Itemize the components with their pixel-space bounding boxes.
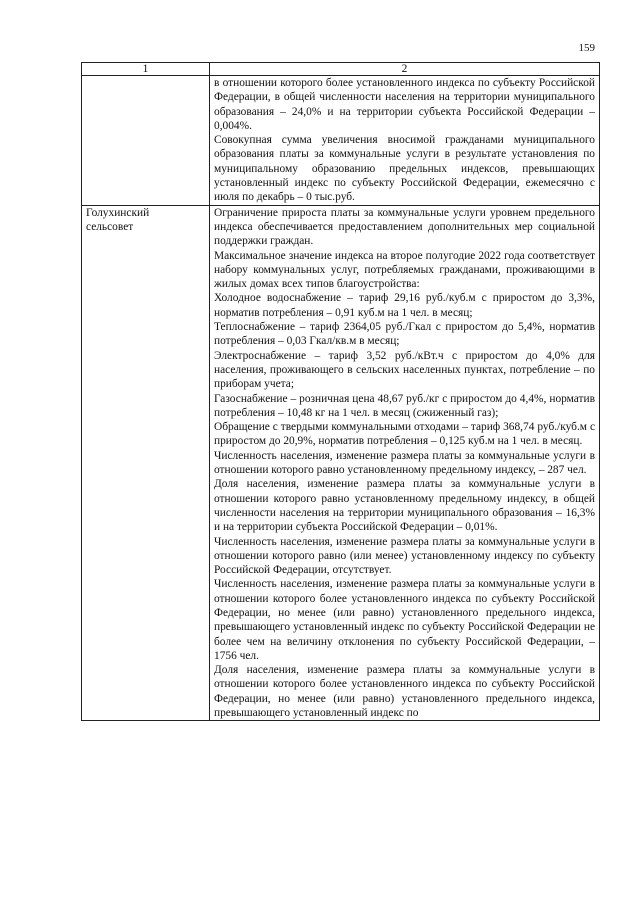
row-1-label bbox=[82, 76, 210, 206]
paragraph: Холодное водоснабжение – тариф 29,16 руб./куб.м с приростом до 3,3%, норматив потребления – 0,91 куб.м на 1 чел. в месяц; bbox=[214, 292, 595, 319]
municipality-name-line-1: Голухинский bbox=[86, 206, 150, 219]
paragraph: Обращение с твердыми коммунальными отходами – тариф 368,74 руб./куб.м с приростом до 20,9%, норматив потребления – 0,125 куб.м на 1 чел. в месяц. bbox=[214, 421, 595, 448]
paragraph: Максимальное значение индекса на второе полугодие 2022 года соответствует набору коммунальных услуг, потребляемых гражданами, проживающими в жилых домах всех типов благоустройства: bbox=[214, 249, 595, 291]
paragraph: Газоснабжение – розничная цена 48,67 руб./кг с приростом до 4,4%, норматив потребления – 10,48 кг на 1 чел. в месяц (сжиженный газ); bbox=[214, 392, 595, 419]
paragraph: Численность населения, изменение размера платы за коммунальные услуги в отношении которого равно (или менее) установленному индексу по субъекту Российской Федерации, отсутствует. bbox=[214, 535, 595, 577]
paragraph: Доля населения, изменение размера платы за коммунальные услуги в отношении которого более установленного индекса по субъекту Российской Федерации, но менее (или равно) установленного предельного индекса, превышающего установленный индекс по bbox=[214, 664, 595, 720]
paragraph: в отношении которого более установленного индекса по субъекту Российской Федерации, в общей численности населения на территории муниципального образования – 24,0% и на территории субъекта Российской Федерации – 0,004%. bbox=[214, 77, 595, 132]
document-table bbox=[81, 62, 600, 721]
table-row bbox=[82, 76, 600, 206]
municipality-name-line-2: сельсовет bbox=[86, 220, 134, 233]
header-col-1: 1 bbox=[82, 63, 210, 76]
paragraph: Ограничение прироста платы за коммунальные услуги уровнем предельного индекса обеспечивается предоставлением дополнительных мер социальной поддержки граждан. bbox=[214, 206, 595, 248]
paragraph: Численность населения, изменение размера платы за коммунальные услуги в отношении которого равно установленному предельному индексу, – 287 чел. bbox=[214, 449, 595, 477]
table-header-row bbox=[82, 63, 600, 76]
row-2-content bbox=[210, 205, 600, 721]
header-col-2: 2 bbox=[210, 63, 600, 76]
row-2-label bbox=[82, 205, 210, 721]
paragraph: Теплоснабжение – тариф 2364,05 руб./Гкал с приростом до 5,4%, норматив потребления – 0,03 Гкал/кв.м в месяц; bbox=[214, 321, 595, 348]
table-row bbox=[82, 205, 600, 721]
paragraph: Численность населения, изменение размера платы за коммунальные услуги в отношении которого более установленного индекса по субъекту Российской Федерации, но менее (или равно) установленного предельного индекса, превышающего установленный индекс по субъекту Российской Федерации не более чем на величину отклонения по субъекту Российской Федерации, – 1756 чел. bbox=[214, 578, 595, 662]
paragraph: Доля населения, изменение размера платы за коммунальные услуги в отношении которого равно установленному предельному индексу, в общей численности населения на территории муниципального образования – 16,3% и на территории субъекта Российской Федерации – 0,01%. bbox=[214, 478, 595, 534]
paragraph: Совокупная сумма увеличения вносимой гражданами муниципального образования платы за коммунальные услуги в результате установления по муниципальному образованию предельных индексов, превышающих установленный индекс по субъекту Российской Федерации, ежемесячно с июля по декабрь – 0 тыс.руб. bbox=[214, 134, 595, 204]
paragraph: Электроснабжение – тариф 3,52 руб./кВт.ч с приростом до 4,0% для населения, проживающего в сельских населенных пунктах, потребление – по приборам учета; bbox=[214, 349, 595, 391]
row-1-content bbox=[210, 76, 600, 206]
page-number: 159 bbox=[578, 42, 595, 54]
